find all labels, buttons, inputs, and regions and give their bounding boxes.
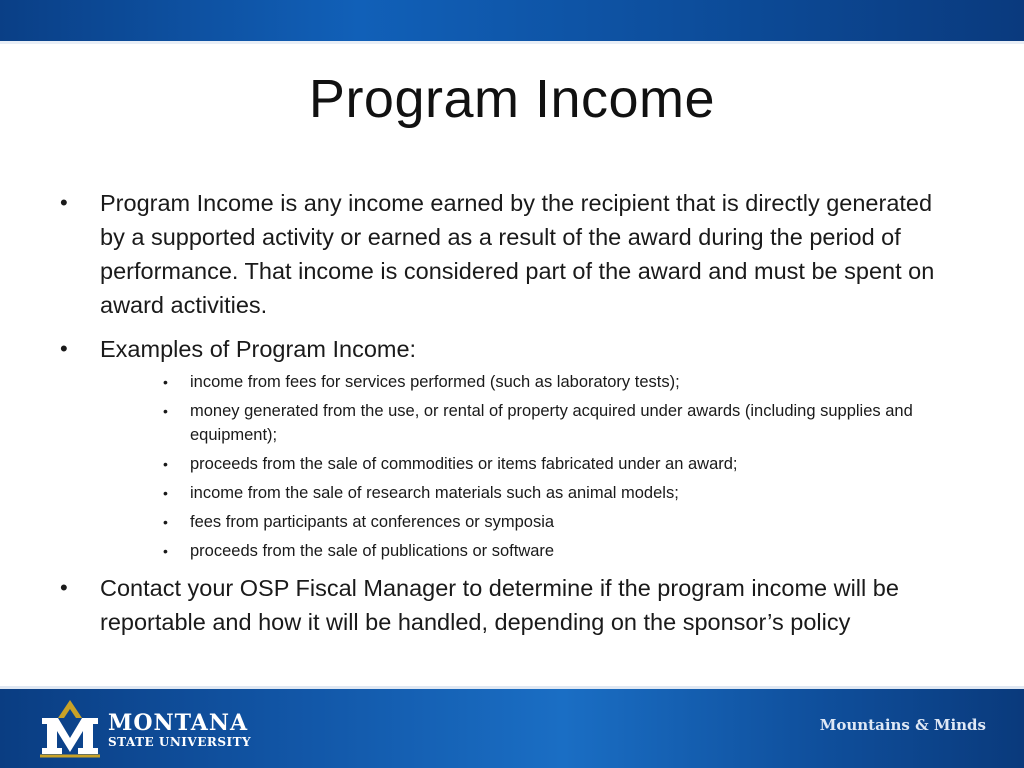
bullet-text: Program Income is any income earned by the recipient that is directly generated by a supported activity or earned as a result of the award during the period of performance. That income is considered part of the award and must be spent on award activities.	[100, 190, 935, 318]
sub-bullet-dot: •	[163, 485, 168, 501]
list-item	[163, 510, 970, 534]
list-item-text: income from the sale of research materials such as animal models;	[190, 484, 679, 502]
tagline: Mountains & Minds	[819, 716, 986, 734]
slide-content	[60, 186, 960, 639]
list-item	[163, 399, 970, 447]
sub-bullet-dot: •	[163, 374, 168, 390]
sub-bullet-dot: •	[163, 403, 168, 419]
bullet-examples	[60, 332, 960, 366]
bullet-text: Contact your OSP Fiscal Manager to determine if the program income will be reportable and how it will be handled, depending on the sponsor’s policy	[100, 575, 899, 635]
logo-wordmark: MONTANA	[108, 710, 249, 736]
list-item-text: income from fees for services performed (such as laboratory tests);	[190, 373, 680, 391]
list-item-text: proceeds from the sale of publications or software	[190, 542, 555, 560]
list-item-text: fees from participants at conferences or symposia	[190, 513, 555, 531]
list-item	[163, 370, 970, 394]
list-item-text: proceeds from the sale of commodities or items fabricated under an award;	[190, 455, 738, 473]
bullet-dot: •	[60, 575, 68, 600]
list-item	[163, 539, 970, 563]
examples-list	[60, 370, 960, 563]
list-item-text: money generated from the use, or rental of property acquired under awards (including supplies and equipment);	[190, 402, 913, 444]
list-item	[163, 452, 970, 476]
sub-bullet-dot: •	[163, 456, 168, 472]
sub-bullet-dot: •	[163, 543, 168, 559]
bullet-definition	[60, 186, 960, 322]
msu-m-mountain-icon	[38, 698, 102, 758]
bullet-text: Examples of Program Income:	[100, 336, 417, 362]
bullet-dot: •	[60, 190, 68, 215]
list-item	[163, 481, 970, 505]
sub-bullet-dot: •	[163, 514, 168, 530]
slide-title: Program Income	[308, 69, 716, 129]
bullet-contact	[60, 571, 960, 639]
bullet-dot: •	[60, 336, 68, 361]
logo-subtitle: STATE UNIVERSITY	[108, 735, 252, 749]
header-band	[0, 0, 1024, 44]
footer-band	[0, 686, 1024, 768]
